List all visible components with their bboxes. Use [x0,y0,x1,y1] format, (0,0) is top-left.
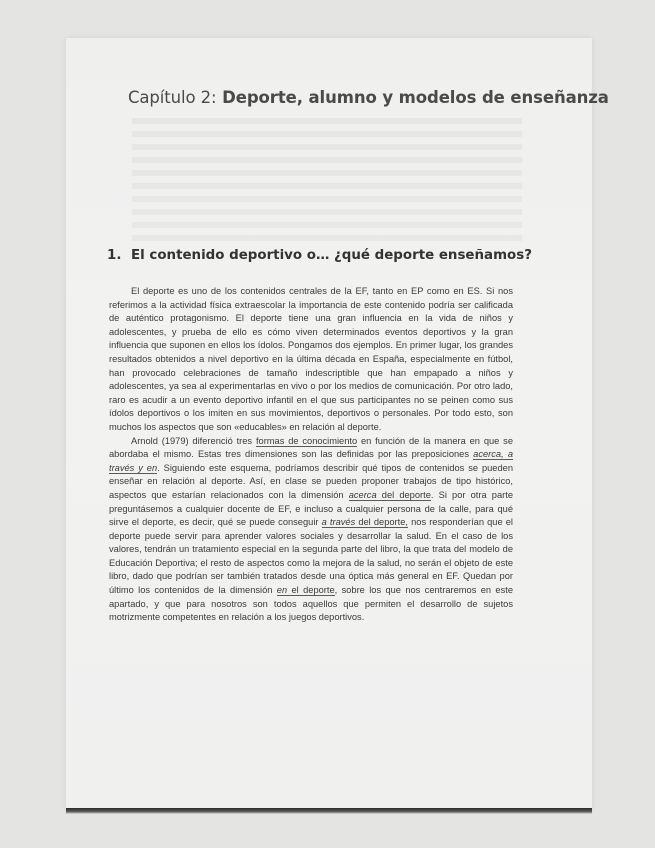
section-number: 1. [107,248,122,263]
page-edge-shadow [66,808,592,814]
chapter-title [128,88,609,107]
paragraph-2 [109,435,513,625]
section-heading [107,248,532,263]
chapter-label: Capítulo 2: [128,88,217,107]
p2-text-5: nos responderían que el deporte puede servir para aprender valores sociales y desarrollar la salud. En el caso de los valores, tendrán un tratamiento especial en la segunda parte del libro, la que trata del modelo de Educación Deportiva; el resto de aspectos como la mejora de la salud, no serán el objeto de este libro, dado que podrían ser también tratados desde una óptica más general en EF. Quedan por último los contenidos de la dimensión [109,517,513,596]
paragraph-1: El deporte es uno de los contenidos centrales de la EF, tanto en EP como en ES. Si nos referimos a la actividad física extraescolar la importancia de este contenido podría ser calificada de auténtico protagonismo. El deporte tiene una gran influencia en la vida de niños y adolescentes, y prueba de ello es cómo viven determinados eventos deportivos y la gran influencia que suponen en ellos los ídolos. Pongamos dos ejemplos. En primer lugar, los grandes resultados obtenidos a nivel deportivo en la última década en España, especialmente en fútbol, han provocado celebraciones de tamaño indescriptible que han empapado a niños y adolescentes, ya sea al experimentarlas en vivo o por los medios de comunicación. Por otro lado, raro es acudir a un evento deportivo infantil en el que sus participantes no se peinen como sus ídolos deportivos o los imiten en sus movimientos, deportivos o personales. Por todo esto, son muchos los aspectos que son «educables» en relación al deporte. [109,286,513,432]
p2-text-4: . Si por otra parte preguntásemos a cualquier docente de EF, e incluso a cualquier persona de la calle, para qué sirve el deporte, es decir, qué se puede conseguir [109,489,513,528]
underlined-en-el-deporte [277,585,335,596]
p2-text-3: . Siguiendo este esquema, podríamos describir qué tipos de contenidos se pueden enseñar en relación al deporte. Así, en clase se pueden proponer trabajos de tipo histórico, aspectos que estarían relacionados con la dimensión [109,462,513,500]
show-through-text [132,118,522,248]
el-deporte: el deporte [287,585,335,596]
p2-text-6: , sobre los que nos centraremos en este apartado, y que para nosotros son todos aquellos que permiten el desarrollo de sujetos motrizmente competentes en relación a los juegos deportivos. [109,585,513,623]
del-deporte-2: del deporte, [355,517,408,528]
body-text [109,285,513,625]
acerca-italic: acerca [348,489,377,500]
underlined-preposiciones: acerca, a través y en [109,449,513,473]
p2-text-1: Arnold (1979) diferenció tres [131,435,256,446]
underlined-acerca-del-deporte [349,490,431,501]
chapter-title-text: Deporte, alumno y modelos de enseñanza [222,88,609,107]
en-italic: en [276,585,288,596]
del-deporte-1: del deporte [376,489,431,500]
section-title: El contenido deportivo o… ¿qué deporte enseñamos? [131,248,532,263]
underlined-a-traves-del-deporte [322,517,408,528]
p2-text-2: en función de la manera en que se abordaba el mismo. Estas tres dimensiones son las definidas por las preposiciones [109,435,513,460]
a-traves-italic: a través [321,517,356,528]
underlined-formas-de-conocimiento: formas de conocimiento [255,435,358,446]
